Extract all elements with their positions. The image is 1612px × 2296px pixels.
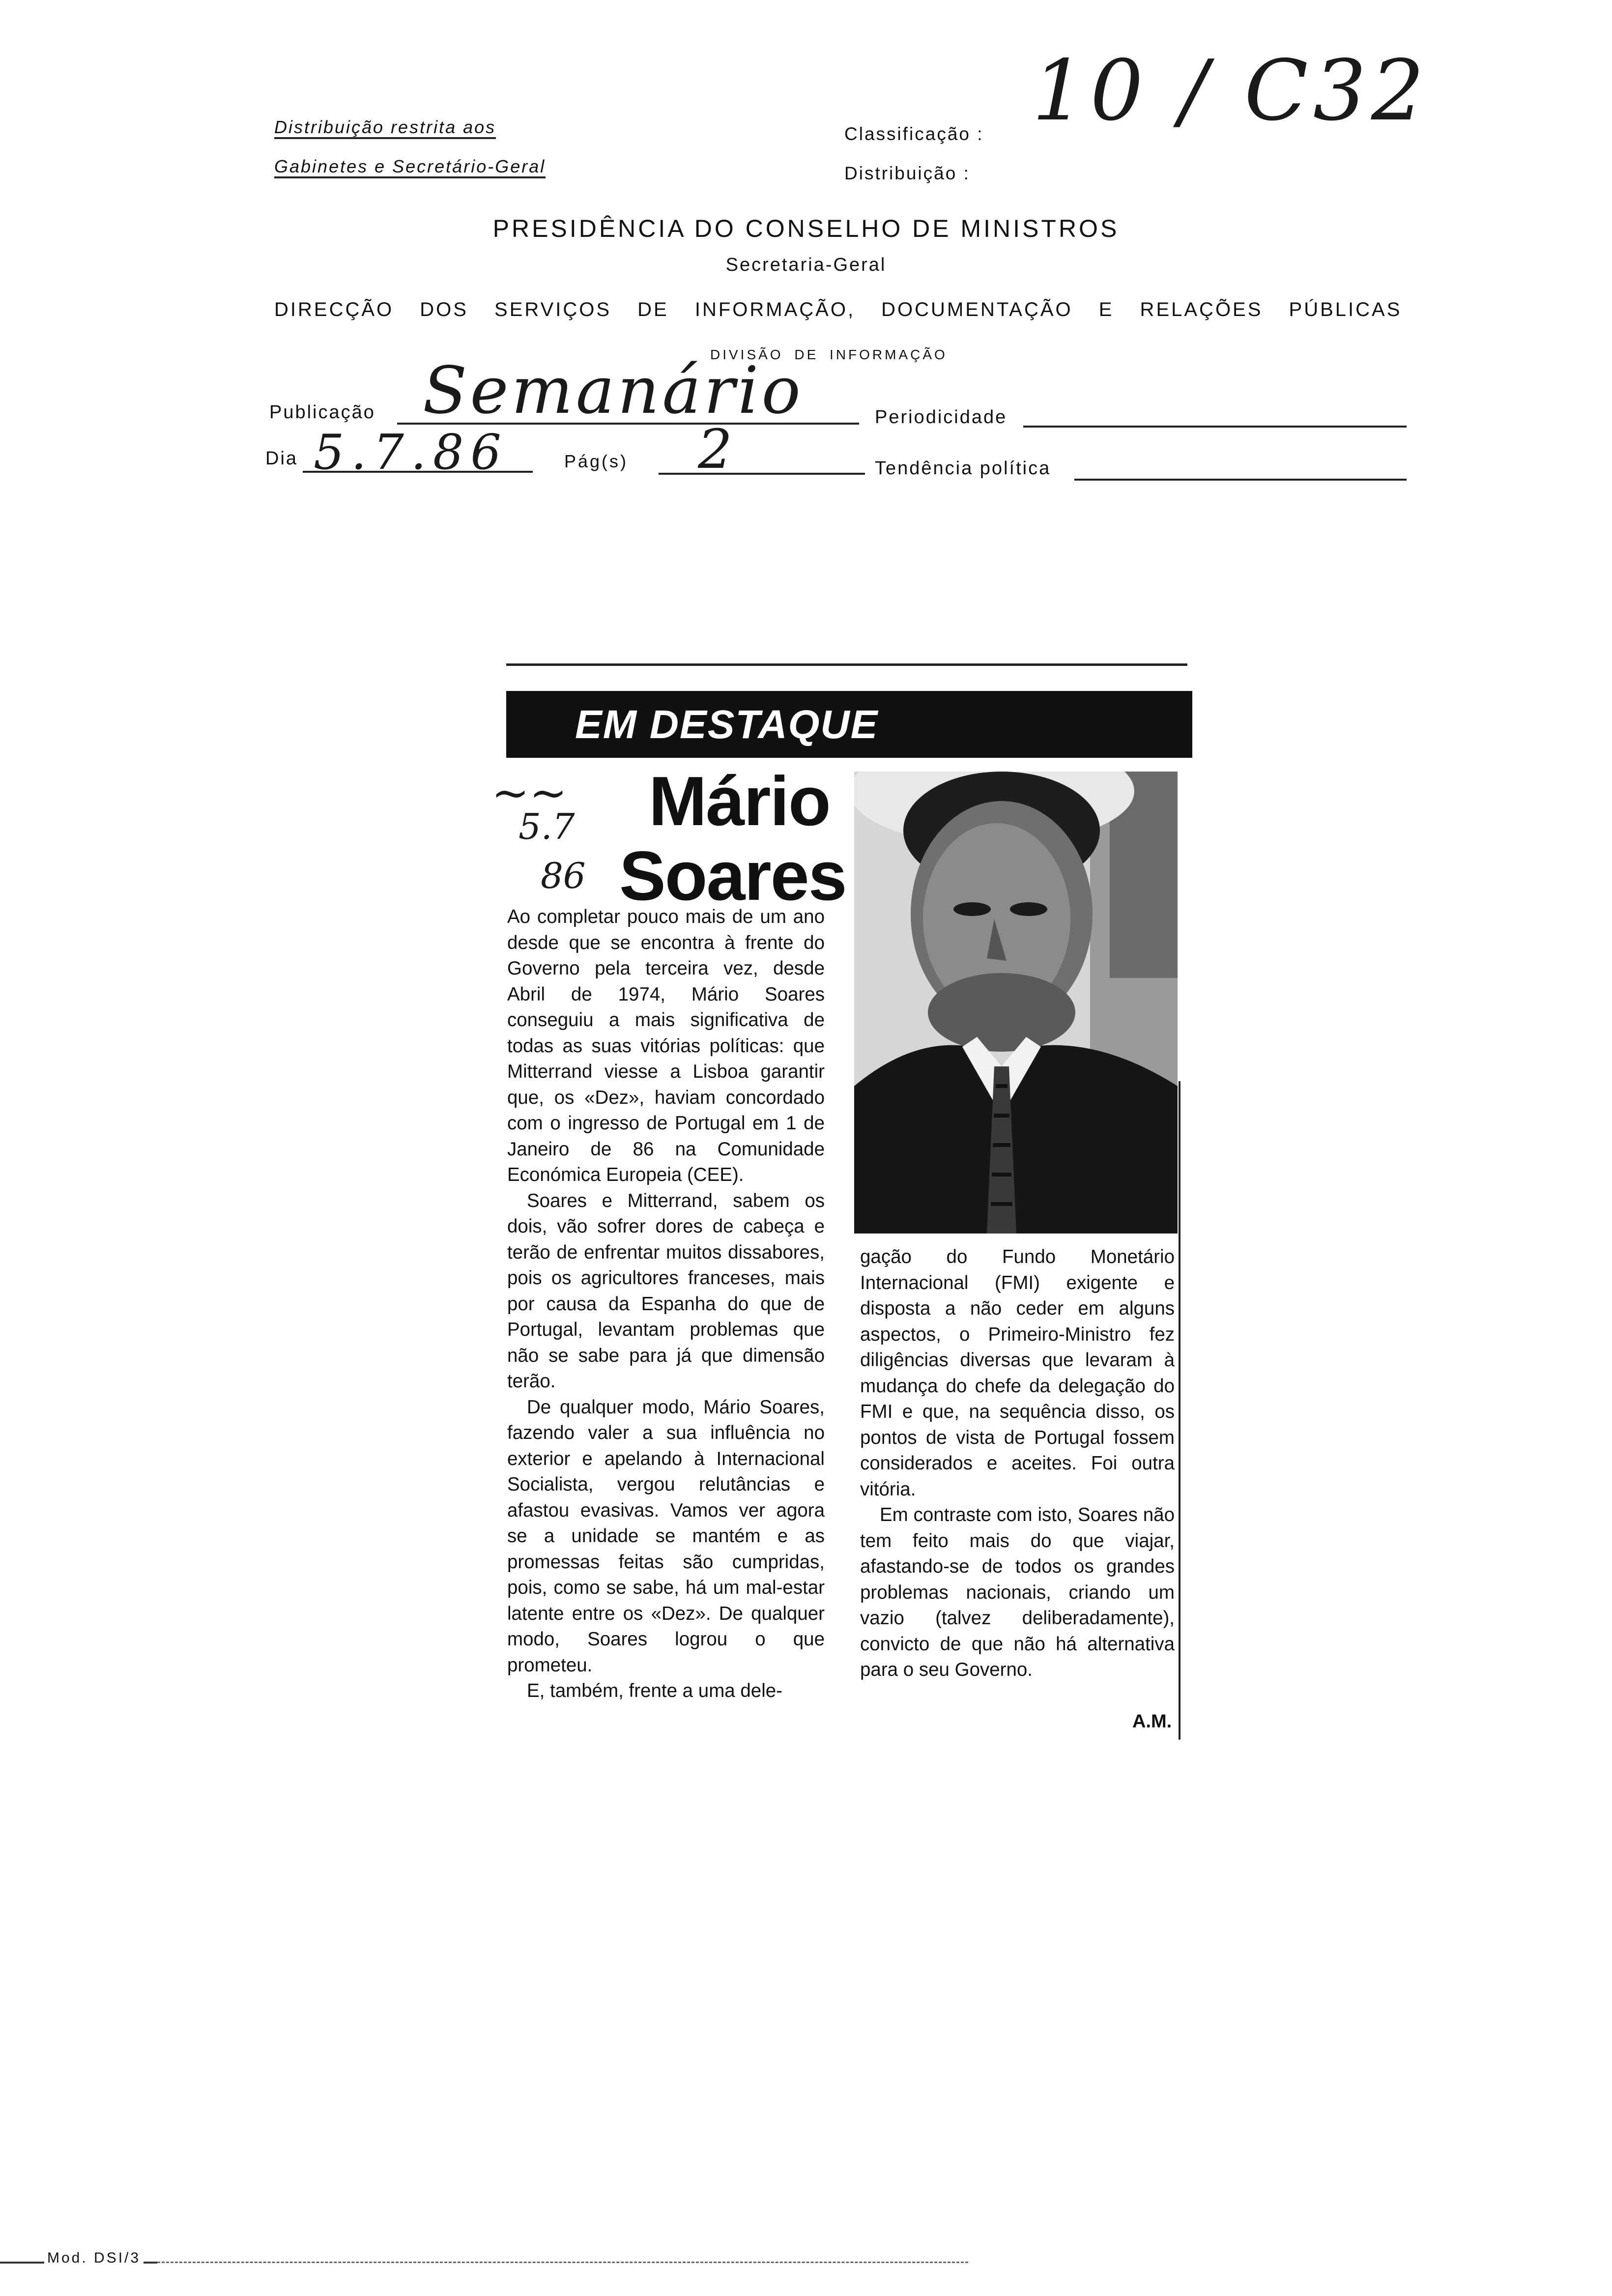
handwritten-note-date: 5.7 [518,806,575,847]
footer-rule-dashed [157,2262,968,2263]
handwritten-note-year: 86 [541,855,586,896]
classification-label: Classificação : [844,124,984,144]
pages-value: 2 [698,418,732,481]
headline-line2: Soares [619,837,846,915]
periodicity-label: Periodicidade [875,407,1008,428]
form-code: Mod. DSI/3 [44,2250,144,2267]
pages-label: Pág(s) [564,451,629,471]
article-column-2 [860,1244,1175,1683]
article-column-1 [507,904,825,1704]
pages-line [659,473,865,475]
distribution-restriction-text1: Distribuição restrita aos [274,117,496,139]
article-signature: A.M. [1132,1711,1172,1732]
article-paragraph: Em contraste com isto, Soares não tem feito mais do que viajar, afastando-se de todos os grandes problemas nacionais, criando um vazio (talvez deliberadamente), convicto de que não há alternativa para o seu Governo. [860,1504,1175,1680]
section-banner-text: EM DESTAQUE [575,702,879,747]
article-paragraph: gação do Fundo Monetário Internacional (FMI) exigente e disposta a não ceder em alguns aspectos, o Primeiro-Ministro fez diligências diversas que levaram à mudança do chefe da delegação do FMI e que, na sequência disso, os pontos de vista de Portugal fossem considerados e aceites. Foi outra vitória. [860,1246,1175,1500]
day-label: Dia [265,448,298,469]
direction-line: DIRECÇÃO DOS SERVIÇOS DE INFORMAÇÃO, DOCUMENTAÇÃO E RELAÇÕES PÚBLICAS [274,299,1402,320]
distribution-restriction-line1 [274,117,496,138]
periodicity-line [1023,426,1407,428]
publication-value: Semanário [423,353,804,429]
political-tendency-line [1074,479,1407,481]
division-label: DIVISÃO DE INFORMAÇÃO [710,347,948,362]
section-banner [506,691,1192,758]
article-paragraph: E, também, frente a uma dele- [527,1680,782,1701]
org-subtitle: Secretaria-Geral [725,255,887,275]
distribution-label: Distribuição : [844,163,970,183]
headline-line1: Mário [649,762,830,840]
handwritten-archive-code: 10 / C32 [1032,42,1430,140]
clipping-right-edge [1179,1081,1180,1740]
publication-label: Publicação [269,402,375,423]
distribution-restriction-text2: Gabinetes e Secretário-Geral [274,156,546,178]
org-title: PRESIDÊNCIA DO CONSELHO DE MINISTROS [492,215,1120,242]
distribution-restriction-line2 [274,156,546,177]
political-tendency-label: Tendência política [875,458,1051,479]
day-value: 5.7.86 [314,425,508,481]
article-paragraph: Soares e Mitterrand, sabem os dois, vão sofrer dores de cabeça e terão de enfrentar muitos dissabores, pois os agricultores franceses, mais por causa da Espanha do que de Portugal, levantam problemas que não se sabe para já que dimensão terão. [507,1190,825,1392]
clipping-top-rule [506,663,1187,666]
handwritten-scribble: ~~ [491,767,568,819]
portrait-photo [854,772,1178,1234]
article-paragraph: Ao completar pouco mais de um ano desde que se encontra à frente do Governo pela terceira vez, desde Abril de 1974, Mário Soares conseguiu a mais significativa de todas as suas vitórias políticas: que Mitterrand viesse a Lisboa garantir que, os «Dez», haviam concordado com o ingresso de Portugal em 1 de Janeiro de 86 na Comunidade Económica Europeia (CEE). [507,906,825,1185]
article-paragraph: De qualquer modo, Mário Soares, fazendo valer a sua influência no exterior e apelando à Internacional Socialista, vergou relutâncias e afastou evasivas. Vamos ver agora se a unidade se mantém e as promessas feitas são cumpridas, pois, como se sabe, há um mal-estar latente entre os «Dez». De qualquer modo, Soares logrou o que prometeu. [507,1396,825,1676]
